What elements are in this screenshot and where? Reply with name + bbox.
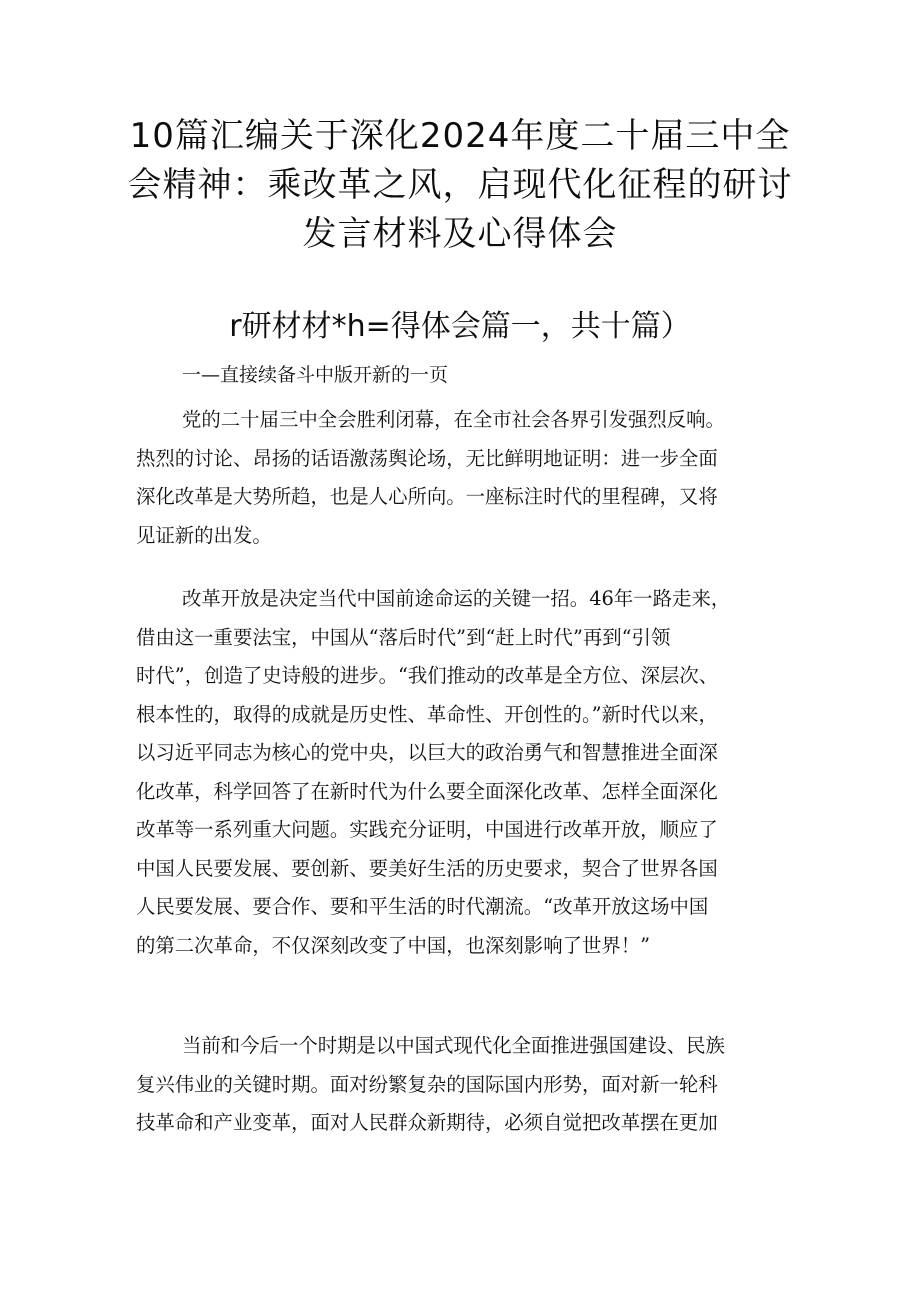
paragraph-line: 的第二次革命，不仅深刻改变了中国，也深刻影响了世界！” — [136, 933, 651, 957]
paragraph-line: 热烈的讨论、昂扬的话语激荡舆论场，无比鲜明地证明：进一步全面 — [136, 446, 718, 470]
paragraph-line: 改革开放是决定当代中国前途命运的关键一招。46年一路走来， — [182, 587, 731, 610]
document-title — [120, 112, 800, 259]
body-paragraph — [136, 1027, 786, 1143]
paragraph-line: 见证新的出发。 — [136, 523, 272, 547]
title-line: 10篇汇编关于深化2024年度二十届三中全 — [129, 116, 791, 156]
section-heading: r研材材*h=得体会篇一，共十篇） — [229, 309, 691, 344]
paragraph-line: 根本性的，取得的成就是历史性、革命性、开创性的。”新时代以来， — [136, 702, 718, 726]
paragraph-line: 以习近平同志为核心的党中央，以巨大的政治勇气和智慧推进全面深 — [136, 741, 718, 764]
paragraph-line: 人民要发展、要合作、要和平生活的时代潮流。“改革开放这场中国 — [136, 895, 709, 918]
body-paragraph — [136, 401, 786, 555]
title-line: 发言材料及心得体会 — [302, 214, 618, 254]
paragraph-line: 党的二十届三中全会胜利闭幕，在全市社会各界引发强烈反响。 — [182, 408, 725, 431]
paragraph-line: 当前和今后一个时期是以中国式现代化全面推进强国建设、民族 — [182, 1034, 725, 1057]
paragraph-line: 复兴伟业的关键时期。面对纷繁复杂的国际国内形势，面对新一轮科 — [136, 1072, 718, 1096]
paragraph-line: 改革等一系列重大问题。实践充分证明，中国进行改革开放，顺应了 — [136, 818, 718, 841]
paragraph-line: 深化改革是大势所趋，也是人心所向。一座标注时代的里程碑，又将 — [136, 485, 718, 508]
title-line: 会精神：乘改革之风，启现代化征程的研讨 — [127, 165, 793, 205]
paragraph-line: 技革命和产业变革，面对人民群众新期待，必须自觉把改革摆在更加 — [136, 1111, 718, 1134]
paragraph-line: 化改革，科学回答了在新时代为什么要全面深化改革、怎样全面深化 — [136, 779, 718, 803]
paragraph-line: 借由这一重要法宝，中国从“落后时代”到“赶上时代”再到“引领 — [136, 625, 671, 649]
body-paragraph — [136, 580, 786, 965]
paragraph-line: 中国人民要发展、要创新、要美好生活的历史要求，契合了世界各国 — [136, 856, 718, 880]
paragraph-line: 时代”，创造了史诗般的进步。“我们推动的改革是全方位、深层次、 — [136, 664, 719, 687]
section-subheading: 一—直接续备斗中版开新的一页 — [182, 364, 449, 386]
